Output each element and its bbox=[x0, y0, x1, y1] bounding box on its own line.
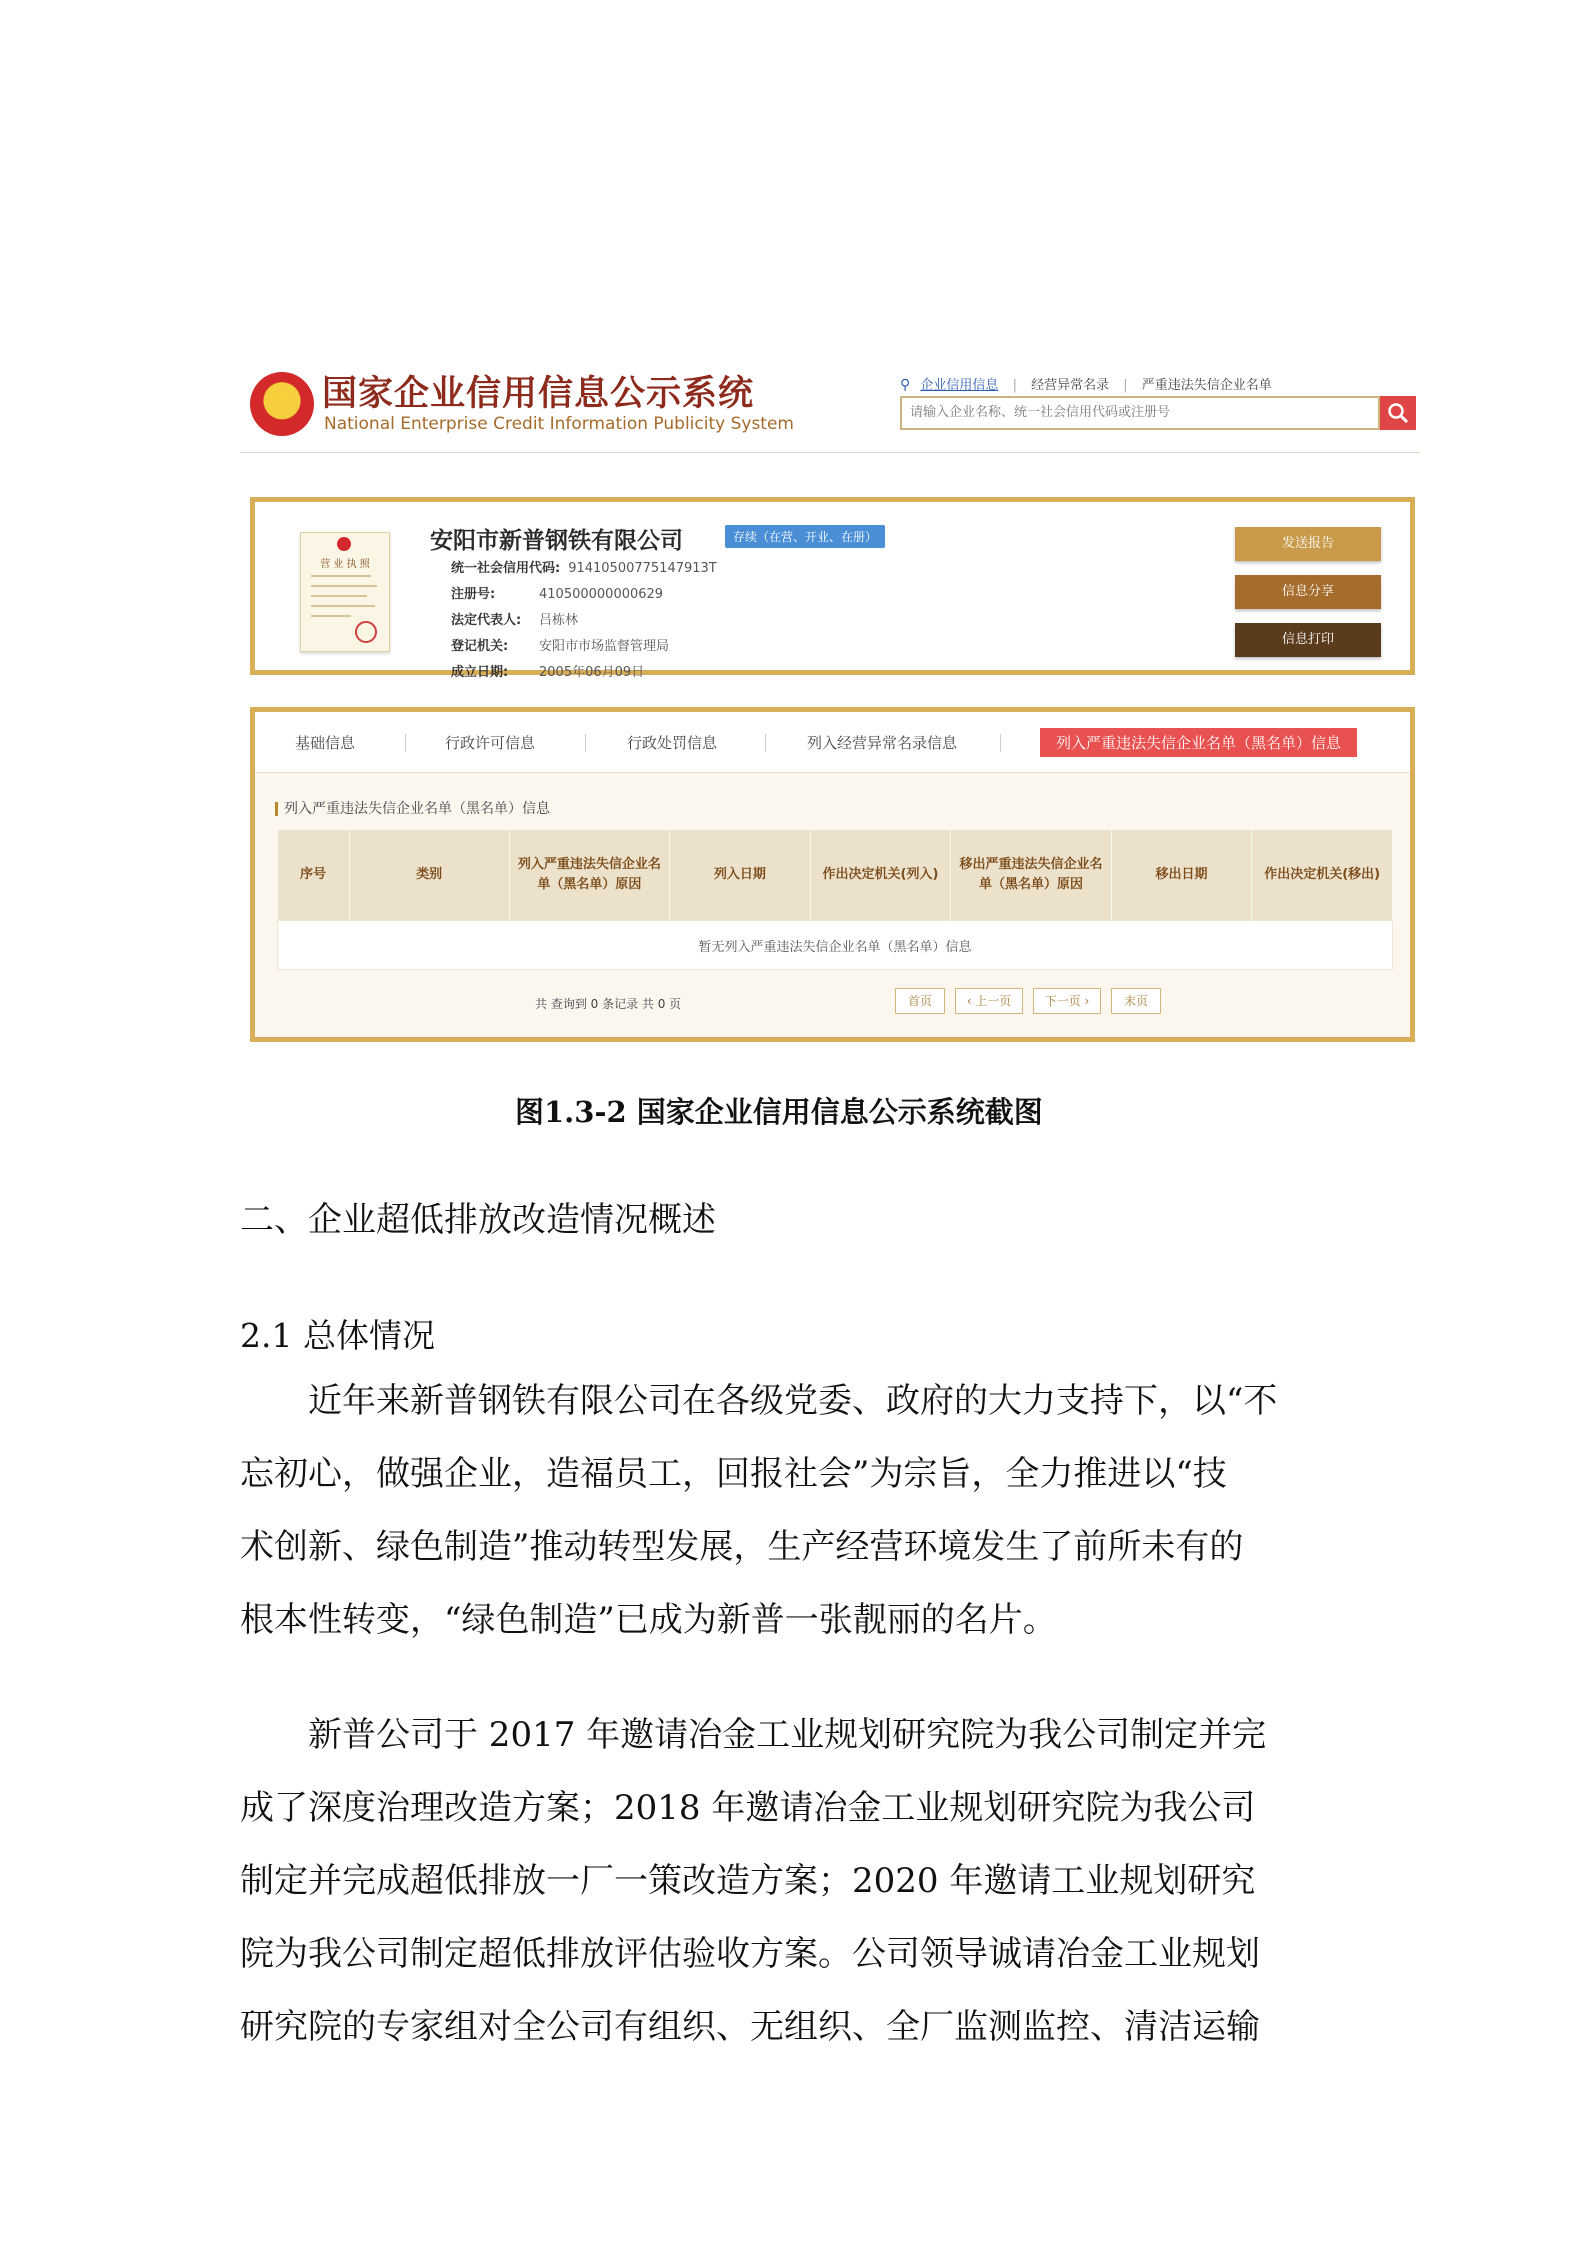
search-mini-icon: ⚲ bbox=[900, 377, 911, 393]
nav-blacklist[interactable]: 严重违法失信企业名单 bbox=[1141, 378, 1272, 393]
tab-permit-info[interactable]: 行政许可信息 bbox=[445, 734, 536, 752]
col-removal-date: 移出日期 bbox=[1111, 830, 1252, 921]
tab-blacklist-info[interactable]: 列入严重违法失信企业名单（黑名单）信息 bbox=[1040, 728, 1357, 757]
tab-abnormal-info[interactable]: 列入经营异常名录信息 bbox=[807, 734, 958, 752]
paragraph-line: 院为我公司制定超低排放评估验收方案。公司领导诚请冶金工业规划 bbox=[240, 1934, 1260, 1974]
company-card bbox=[250, 497, 1415, 680]
paragraph-line: 新普公司于 2017 年邀请冶金工业规划研究院为我公司制定并完 bbox=[240, 1715, 1267, 1755]
site-title: 国家企业信用信息公示系统 bbox=[322, 374, 755, 414]
tab-penalty-info[interactable]: 行政处罚信息 bbox=[627, 734, 718, 752]
search-input[interactable]: 请输入企业名称、统一社会信用代码或注册号 bbox=[900, 396, 1380, 430]
nav-abnormal-list[interactable]: 经营异常名录 bbox=[1031, 378, 1110, 393]
paragraph-2 bbox=[240, 1699, 1360, 2064]
national-emblem-icon: ★ bbox=[250, 372, 314, 436]
site-header bbox=[240, 352, 1420, 453]
search-button[interactable] bbox=[1380, 396, 1416, 430]
info-founded-date: 成立日期: 2005年06月09日 bbox=[451, 665, 645, 680]
license-emblem-icon bbox=[337, 537, 351, 551]
paragraph-line: 近年来新普钢铁有限公司在各级党委、政府的大力支持下，以“不 bbox=[240, 1381, 1278, 1421]
share-info-button[interactable]: 信息分享 bbox=[1235, 575, 1381, 609]
tab-basic-info[interactable]: 基础信息 bbox=[295, 734, 356, 752]
search-icon bbox=[1387, 402, 1409, 424]
paragraph-line: 忘初心，做强企业，造福员工，回报社会”为宗旨，全力推进以“技 bbox=[240, 1454, 1227, 1494]
pager-summary: 共 查询到 0 条记录 共 0 页 bbox=[535, 997, 682, 1011]
info-legal-rep: 法定代表人: 吕栋林 bbox=[451, 613, 579, 628]
empty-row: 暂无列入严重违法失信企业名单（黑名单）信息 bbox=[278, 921, 1393, 970]
site-subtitle: National Enterprise Credit Information Publicity System bbox=[324, 414, 794, 434]
info-panel bbox=[250, 707, 1415, 1042]
top-nav: ⚲ 企业信用信息 | 经营异常名录 | 严重违法失信企业名单 bbox=[900, 377, 1272, 393]
next-page-button[interactable]: 下一页 › bbox=[1033, 988, 1101, 1014]
info-reg-number: 注册号: 410500000000629 bbox=[451, 587, 664, 602]
col-removal-reason: 移出严重违法失信企业名单（黑名单）原因 bbox=[951, 830, 1111, 921]
paragraph-line: 根本性转变，“绿色制造”已成为新普一张靓丽的名片。 bbox=[240, 1600, 1057, 1640]
col-index: 序号 bbox=[278, 830, 350, 921]
figure-caption: 图1.3-2 国家企业信用信息公示系统截图 bbox=[515, 1095, 1043, 1129]
paragraph-line: 研究院的专家组对全公司有组织、无组织、全厂监测监控、清洁运输 bbox=[240, 2007, 1260, 2047]
paragraph-line: 成了深度治理改造方案；2018 年邀请冶金工业规划研究院为我公司 bbox=[240, 1788, 1256, 1828]
section-heading: 二、企业超低排放改造情况概述 bbox=[240, 1200, 716, 1240]
col-listing-date: 列入日期 bbox=[670, 830, 811, 921]
col-listing-authority: 作出决定机关(列入) bbox=[810, 830, 951, 921]
section-title: 列入严重违法失信企业名单（黑名单）信息 bbox=[275, 802, 550, 816]
col-category: 类别 bbox=[349, 830, 509, 921]
license-title: 营 业 执 照 bbox=[320, 559, 370, 570]
tab-bar bbox=[255, 712, 1410, 773]
send-report-button[interactable]: 发送报告 bbox=[1235, 527, 1381, 561]
business-license-thumbnail[interactable] bbox=[300, 532, 390, 652]
last-page-button[interactable]: 末页 bbox=[1111, 988, 1161, 1014]
nav-credit-info[interactable]: 企业信用信息 bbox=[920, 378, 999, 393]
paragraph-line: 术创新、绿色制造”推动转型发展，生产经营环境发生了前所未有的 bbox=[240, 1527, 1244, 1567]
credit-system-screenshot bbox=[240, 352, 1420, 1060]
subsection-heading: 2.1 总体情况 bbox=[240, 1316, 435, 1355]
info-credit-code: 统一社会信用代码: 91410500775147913T bbox=[451, 561, 717, 576]
col-removal-authority: 作出决定机关(移出) bbox=[1252, 830, 1393, 921]
print-info-button[interactable]: 信息打印 bbox=[1235, 623, 1381, 657]
company-name: 安阳市新普钢铁有限公司 bbox=[430, 528, 683, 554]
paragraph-1 bbox=[240, 1365, 1360, 1657]
col-listing-reason: 列入严重违法失信企业名单（黑名单）原因 bbox=[509, 830, 669, 921]
prev-page-button[interactable]: ‹ 上一页 bbox=[955, 988, 1023, 1014]
blacklist-table bbox=[277, 830, 1393, 970]
status-badge: 存续（在营、开业、在册） bbox=[725, 525, 885, 548]
info-reg-authority: 登记机关: 安阳市市场监督管理局 bbox=[451, 639, 670, 654]
license-stamp-icon bbox=[355, 621, 377, 643]
paragraph-line: 制定并完成超低排放一厂一策改造方案；2020 年邀请工业规划研究 bbox=[240, 1861, 1256, 1901]
first-page-button[interactable]: 首页 bbox=[895, 988, 945, 1014]
